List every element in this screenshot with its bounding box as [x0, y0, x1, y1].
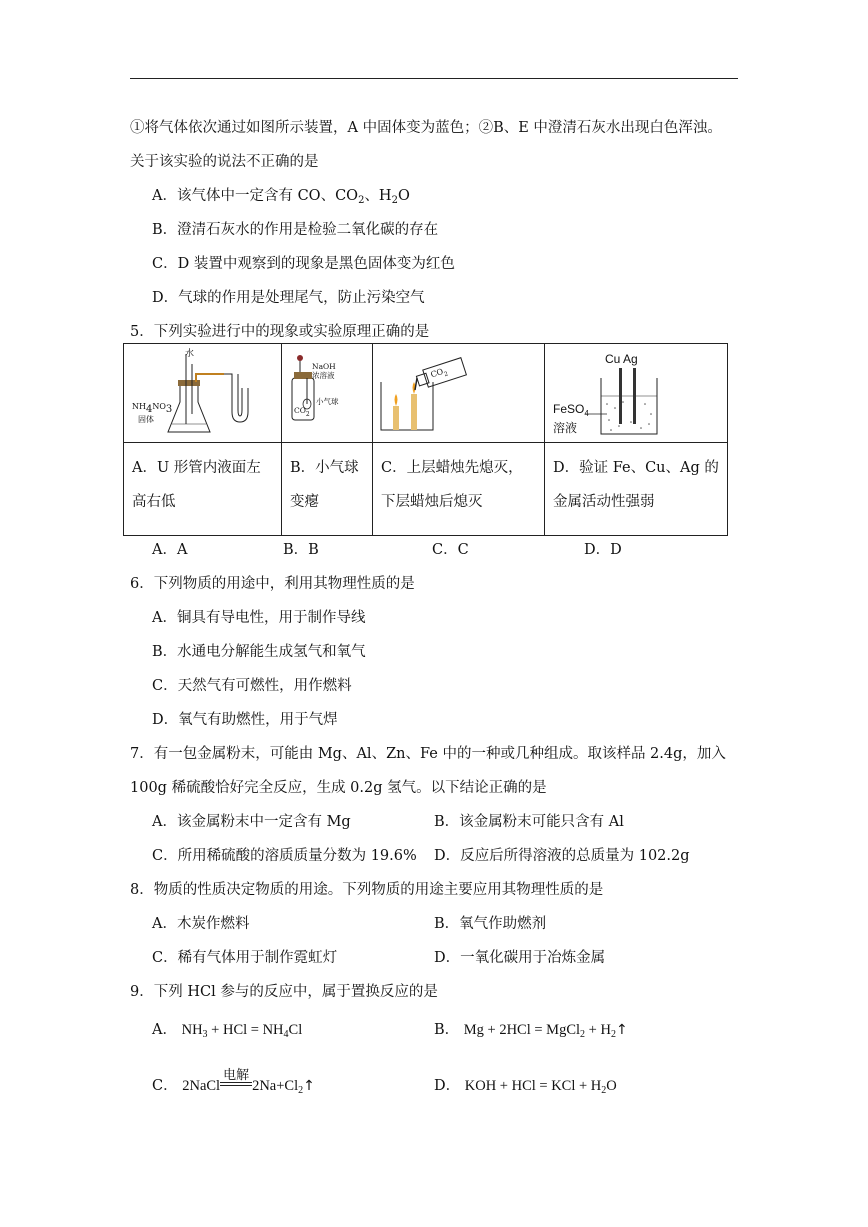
label-water: 水: [185, 349, 195, 359]
q5-caption-c: C．上层蜡烛先熄灭， 下层蜡烛后熄灭: [373, 443, 545, 536]
q6-option-b: B．水通电分解能生成氢气和氧气: [152, 644, 366, 660]
q4-option-c: C．D 装置中观察到的现象是黑色固体变为红色: [152, 256, 455, 272]
q5-caption-d: D．验证 Fe、Cu、Ag 的 金属活动性强弱: [545, 443, 728, 536]
q5-answer-c: C．C: [432, 542, 469, 558]
q8-option-b: B．氧气作助燃剂: [434, 916, 547, 932]
label-co2-b: $CO_2$: [294, 406, 310, 418]
q7-option-c: C．所用稀硫酸的溶质质量分数为 19.6%: [152, 848, 417, 864]
label-co2-c: $CO_2$: [429, 366, 449, 380]
equation-a: $NH_3$ + HCl = $NH_4Cl$: [181, 1022, 303, 1040]
q5-stem: 5．下列实验进行中的现象或实验原理正确的是: [130, 324, 430, 340]
flask-u-tube-diagram: [124, 344, 281, 442]
q8-stem: 8．物质的性质决定物质的用途。下列物质的用途主要应用其物理性质的是: [130, 882, 604, 898]
q5-caption-a: A．U 形管内液面左 高右低: [124, 443, 282, 536]
equation-d: KOH + HCl = KCl + $H_2O$: [464, 1078, 617, 1096]
q9-option-b: B． Mg + 2HCl = MgCl$_2$ + $H_2↑$: [434, 1022, 628, 1040]
q5-image-a: [124, 344, 282, 443]
q6-option-d: D．氧气有助燃性，用于气焊: [152, 712, 338, 728]
electrolysis-condition: 电解: [220, 1082, 252, 1090]
equation-c: 2NaCl 电解 $2Na+Cl_2↑$: [182, 1068, 315, 1096]
q5-answer-d: D．D: [584, 542, 622, 558]
label-balloon: 小气球: [316, 397, 339, 406]
q5-image-b: [282, 344, 373, 443]
q9-option-d: D． KOH + HCl = KCl + $H_2O$: [434, 1078, 617, 1096]
equation-b: Mg + 2HCl = MgCl$_2$ + $H_2↑$: [463, 1022, 628, 1040]
q4-option-b: B．澄清石灰水的作用是检验二氧化碳的存在: [152, 222, 439, 238]
q8-option-a: A．木炭作燃料: [152, 916, 250, 932]
q8-option-c: C．稀有气体用于制作霓虹灯: [152, 950, 338, 966]
q7-stem-line-1: 7．有一包金属粉末，可能由 Mg、Al、Zn、Fe 中的一种或几种组成。取该样品 2.4g，加入: [130, 746, 726, 762]
q8-option-d: D．一氧化碳用于冶炼金属: [434, 950, 606, 966]
q7-option-a: A．该金属粉末中一定含有 Mg: [152, 814, 351, 830]
q7-option-b: B．该金属粉末可能只含有 Al: [434, 814, 624, 830]
q7-stem-line-2: 100g 稀硫酸恰好完全反应，生成 0.2g 氢气。以下结论正确的是: [130, 780, 547, 796]
beaker-candles-diagram: [373, 344, 544, 442]
q9-option-c: C． 2NaCl 电解 $2Na+Cl_2↑$: [152, 1068, 315, 1096]
q6-option-c: C．天然气有可燃性，用作燃料: [152, 678, 352, 694]
intro-line-2: 关于该实验的说法不正确的是: [130, 154, 319, 170]
q5-caption-b: B．小气球 变瘪: [282, 443, 373, 536]
q6-stem: 6．下列物质的用途中，利用其物理性质的是: [130, 576, 415, 592]
q9-stem: 9．下列 HCl 参与的反应中，属于置换反应的是: [130, 984, 438, 1000]
q6-option-a: A．铜具有导电性，用于制作导线: [152, 610, 366, 626]
q4-option-a: A．该气体中一定含有 CO、$CO_2$、$H_2O$: [152, 188, 410, 206]
q5-image-d: [545, 344, 728, 443]
q7-option-d: D．反应后所得溶液的总质量为 102.2g: [434, 848, 690, 864]
q4-option-d: D．气球的作用是处理尾气，防止污染空气: [152, 290, 425, 306]
label-naoh: NaOH 浓溶液: [312, 362, 336, 380]
q5-experiment-table: [123, 343, 728, 536]
q5-image-c: [373, 344, 545, 443]
header-rule: [130, 78, 738, 79]
q9-option-a: A． $NH_3$ + HCl = $NH_4Cl$: [152, 1022, 303, 1040]
intro-line-1: ①将气体依次通过如图所示装置，A 中固体变为蓝色；②B、E 中澄清石灰水出现白色浑浊。: [130, 120, 722, 136]
bottle-balloon-diagram: [282, 344, 372, 442]
label-cu-ag: Cu Ag: [605, 352, 638, 366]
q5-answer-b: B．B: [283, 542, 319, 558]
q5-answer-a: A．A: [152, 542, 188, 558]
label-nh4no3: $NH_4NO_3$ 固体: [132, 402, 173, 424]
label-feso4: FeSO$_4$ 溶液: [553, 402, 589, 435]
